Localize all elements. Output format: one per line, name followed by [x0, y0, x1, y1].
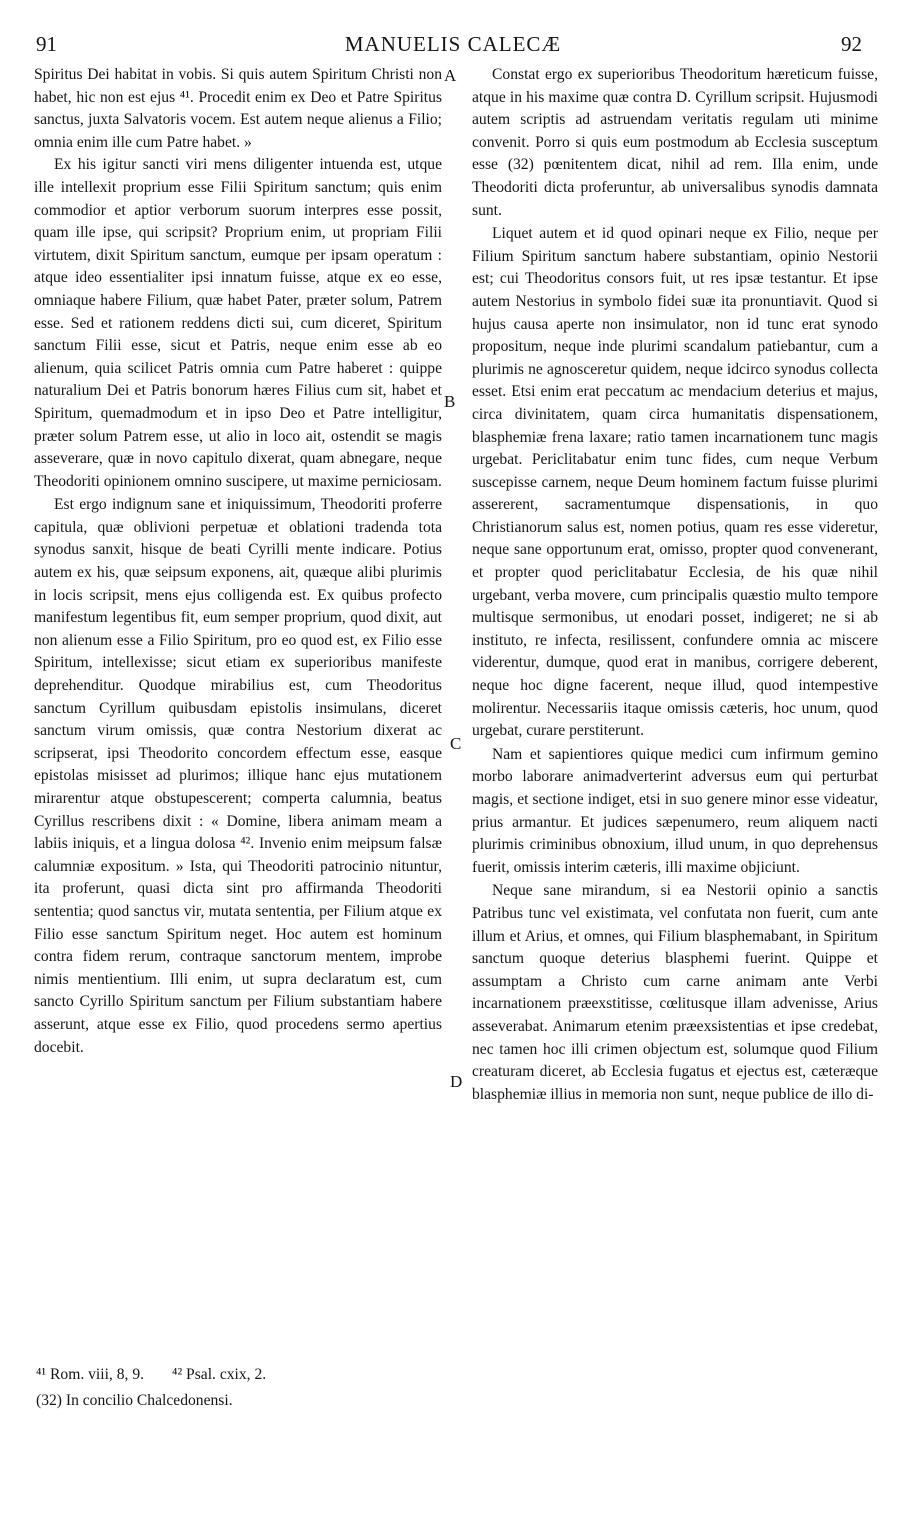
paragraph: Constat ergo ex superioribus Theodoritum hæreticum fuisse, atque in his maxime quæ contra D. Cyrillum scripsit. Hujusmodi autem scriptis ad astruendam veritatis regulam uti minime convenit. Porro si quis eum postmodum ab Ecclesia susceptum esse (32) pœnitentem dicat, nihil ad rem. Illa enim, unde Theodoriti dicta proferuntur, ab universalibus synodis damnata sunt. [472, 66, 878, 219]
footnote: (32) In concilio Chalcedonensi. [36, 1392, 233, 1409]
margin-letter-d: D [450, 1072, 463, 1091]
paragraph: Spiritus Dei habitat in vobis. Si quis autem Spiritum Christi non habet, hic non est ejus ⁴¹. Procedit enim ex Deo et Patre Spiritus sanctus, juxta Salvatoris vocem. Est autem neque alienus a Filio; omnia enim ille cum Patre habet. » [34, 66, 442, 151]
running-title: MANUELIS CALECÆ [344, 32, 562, 56]
footnote: ⁴¹ Rom. viii, 8, 9. [36, 1366, 145, 1383]
margin-letter-a: A [444, 66, 457, 85]
right-column [472, 64, 878, 1106]
left-column [34, 64, 442, 1059]
margin-letter-b: B [444, 392, 456, 411]
paragraph: Nam et sapientiores quique medici cum infirmum gemino morbo laborare animadverterint adversus eum qui perturbat magis, et sectione indiget, etsi in suo genere minor esse videatur, prius armantur. Et judices sæpenumero, reum aliquem nacti plurimis criminibus obnoxium, illud unum, in quo deprehensus fuerit, omissis interim cæteris, illi maxime objiciunt. [472, 745, 878, 876]
margin-letter-c: C [450, 734, 462, 753]
footnote: ⁴² Psal. cxix, 2. [172, 1366, 267, 1383]
page-number-left: 91 [36, 32, 57, 56]
paragraph: Liquet autem et id quod opinari neque ex Filio, neque per Filium Spiritum sanctum habere substantiam, opinio Nestorii est; cui Theodoritus consors fuit, ut res ipsæ testantur. Et ipse autem Nestorius in symbolo fidei suæ ita pronuntiavit. Quod si hujus causa aperte non insimulator, non id tunc erat synodo propositum, neque inde plurimi scandalum patiebantur, cum a plurimis ne agnosceretur quidem, neque idcirco synodus collecta esset. Etsi enim erat peccatum ac mendacium deterius et majus, circa divinitatem, quam circa humanitatis dispensationem, blasphemiæ frena laxare; ratio tamen incarnationem tunc magis urgebat. Periclitabatur enim tunc fides, cum neque Verbum suscepisse carnem, neque Deum hominem factum fuisse plurimi assererent, sacramentumque dispensationis, in quo Christianorum salus est, nomen potius, quam res esse videretur, neque sane opportunum erat, omisso, propter quod convenerant, et propter quod periclitabatur Ecclesia, de his quæ nihil urgebant, verba movere, cum principalis quæstio multo tempore multisque sermonibus, ut enodari posset, indigeret; ne si ab instituto, re infecta, resilissent, confundere omnia ac miscere viderentur, dumque, quod erat in manibus, corrigere deberent, neque hoc digne facerent, neque illud, quod intempestive molirentur. Necessariis itaque omissis cæteris, hoc unum, quod urgebat, curare perstiterunt. [472, 225, 878, 740]
paragraph: Ex his igitur sancti viri mens diligenter intuenda est, utque ille intellexit proprium esse Filii Spiritum sanctum; quis enim commodior et aptior verborum suorum interpres esse possit, quam ille ipse, qui scripsit? Proprium enim, ut propriam Filii virtutem, dixit Spiritum sanctum, eumque per ipsam operatum : atque ideo essentialiter ipsi innatum fuisse, atque ex eo esse, omniaque habere Filium, quæ habet Pater, præter solum, Patrem esse. Sed et rationem reddens dicti sui, cum diceret, Spiritum sanctum Filii esse, sicut et Patris, neque enim esse ab eo alienum, quia scilicet Patris omnia cum Patre haberet : quippe naturalium Dei et Patris bonorum hæres Filius cum sit, habet et Spiritum, quemadmodum et in ipso Deo et Patre intelligitur, præter solum Patrem esse, ut alio in loco ait, ostendit se magis asseverare, quæ in novo capitulo dixerat, quam abnegare, neque Theodoriti opinionem omnino suscipere, ut maxime perniciosam. [34, 156, 442, 490]
footnotes [36, 1362, 436, 1414]
paragraph: Est ergo indignum sane et iniquissimum, Theodoriti proferre capitula, quæ oblivioni perpetuæ et oblationi tradenda tota synodus sanxit, hisque de beati Cyrilli mente indicare. Potius autem ex his, quæ seipsum exponens, ait, quæque alibi plurimis in locis scripsit, mens ejus colligenda est. Ex quibus profecto manifestum legentibus fit, eum semper proprium, quod dixit, aut non alienum esse a Filio Spiritum, pro eo quod est, ex Filio esse Spiritum, intellexisse; sicut etiam ex superioribus manifeste deprehenditur. Quodque mirabilius est, cum Theodoritus sanctum Cyrillum quibusdam epistolis insimulans, diceret sanctum virum omissis, quæ contra Nestorium dixerat ac scripserat, ipsi Theodorito concordem effectum esse, easque epistolas misisset ad plurimos; illique hanc ejus mutationem mirarentur atque obstupescerent; comperta calumnia, beatus Cyrillus rescribens dixit : « Domine, libera animam meam a labiis iniquis, et a lingua dolosa ⁴². Invenio enim meipsum falsæ calumniæ expositum. » Ista, qui Theodoriti patrocinio nituntur, ita proferunt, quasi dicta sint pro affirmanda Theodoriti sententia; quod sanctus vir, mutata sententia, per Filium atque ex Filio esse sanctum Spiritum neget. Hoc autem est hominum contra fidem rerum, contraque sanctorum mentem, improbe nimis mentientium. Illi enim, ut supra declaratum est, cum sancto Cyrillo Spiritum sanctum per Filium substantiam habere asserunt, atque esse ex Filio, quod procedens sermo apertius docebit. [34, 496, 442, 1056]
page-number-right: 92 [841, 32, 862, 56]
paragraph: Neque sane mirandum, si ea Nestorii opinio a sanctis Patribus tunc vel existimata, vel confutata non fuerit, cum ante illum et Arius, et omnes, qui Filium blasphemabant, in Spiritum sanctum quoque deterius blasphemi fuerint. Quippe et assumptam a Christo cum carne animam ante Verbi incarnationem præexstitisse, cœlitusque illam advenisse, Arius asseverabat. Animarum etenim præexsistentias et ipse credebat, nec tamen hoc illi crimen objectum est, solumque quod Filium creaturam diceret, ab Ecclesia fugatus et ejectus est, cæteræque blasphemiæ illius in memoria non sunt, neque publice de illo di- [472, 882, 878, 1103]
